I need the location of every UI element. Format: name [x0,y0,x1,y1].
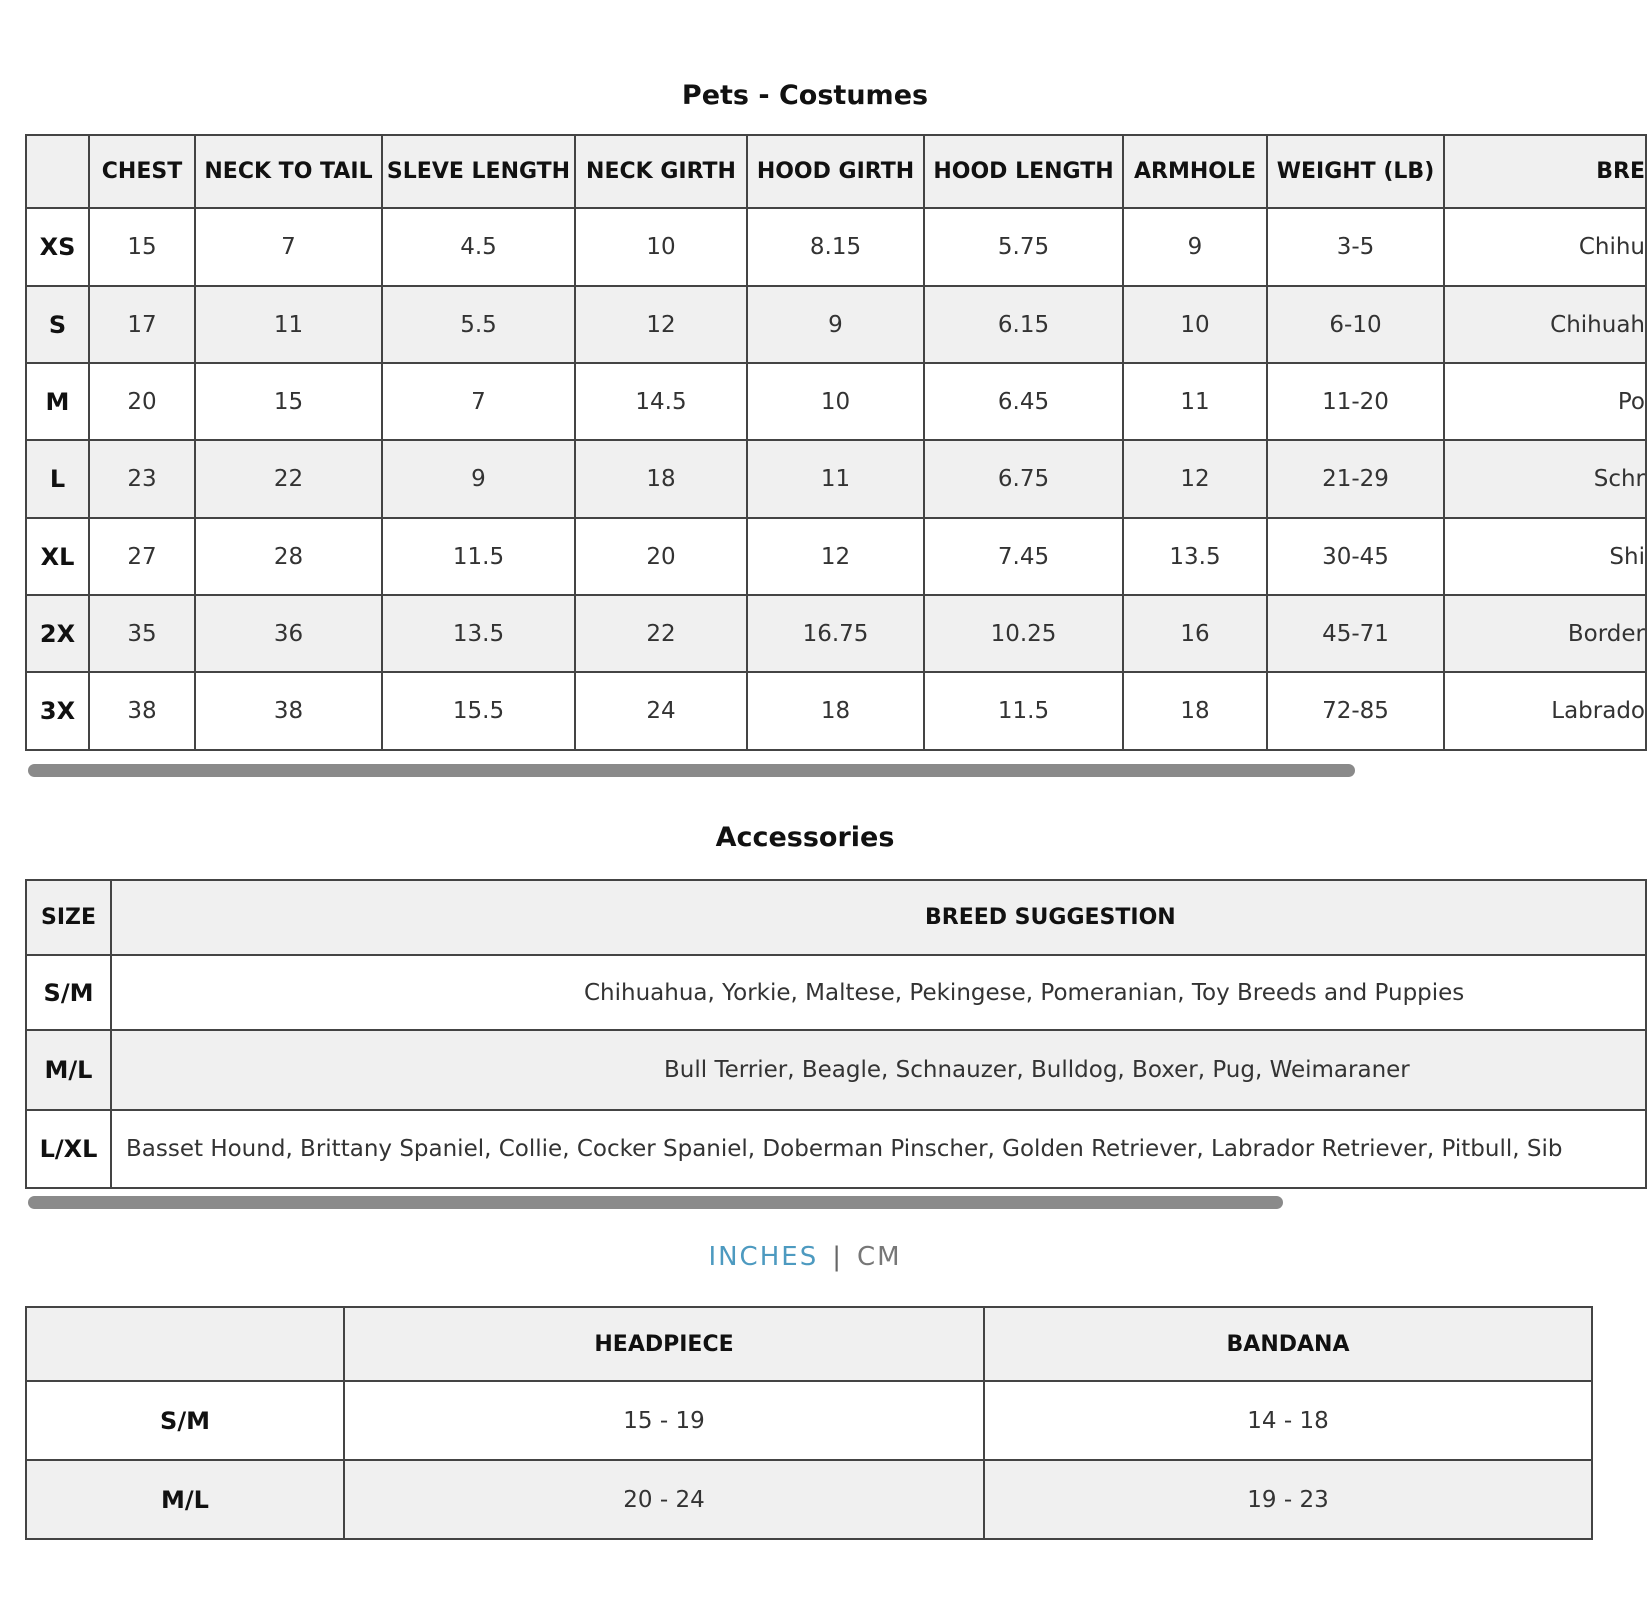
neck-girth-cell: 20 [575,518,747,595]
hood-girth-cell: 10 [747,363,924,440]
headwear-table [25,1306,1593,1540]
size-cell: M [26,363,89,440]
hood-length-cell: 6.75 [924,440,1123,518]
header-neck-to-tail: NECK TO TAIL [195,135,382,208]
header-cell-corner [26,135,89,208]
header-weight: WEIGHT (LB) [1267,135,1444,208]
sleeve-length-cell: 11.5 [382,518,575,595]
neck-girth-cell: 14.5 [575,363,747,440]
header-breed-suggestion: BREED SUGGESTION [111,880,1646,955]
size-cell: XS [26,208,89,286]
neck-to-tail-cell: 36 [195,595,382,672]
headpiece-cell: 20 - 24 [344,1460,984,1539]
weight-cell: 6-10 [1267,286,1444,363]
accessories-header-row [26,880,1646,955]
size-cell: 2X [26,595,89,672]
sleeve-length-cell: 7 [382,363,575,440]
breed-cell: Labrado [1444,672,1646,750]
breed-cell: Chihu [1444,208,1646,286]
hood-girth-cell: 12 [747,518,924,595]
armhole-cell: 18 [1123,672,1267,750]
sleeve-length-cell: 15.5 [382,672,575,750]
header-headpiece: HEADPIECE [344,1307,984,1381]
table-row [26,595,1646,672]
breed-cell: Schr [1444,440,1646,518]
costumes-table [25,134,1647,751]
neck-girth-cell: 18 [575,440,747,518]
neck-to-tail-cell: 7 [195,208,382,286]
neck-to-tail-cell: 15 [195,363,382,440]
breed-cell: Shi [1444,518,1646,595]
neck-girth-cell: 10 [575,208,747,286]
headpiece-cell: 15 - 19 [344,1381,984,1460]
breed-cell: Border [1444,595,1646,672]
breed-suggestion-cell: Basset Hound, Brittany Spaniel, Collie, Cocker Spaniel, Doberman Pinscher, Golden Retriever, Labrador Retriever, Pitbull, Sib [111,1110,1646,1188]
costumes-horizontal-scrollbar[interactable] [28,764,1355,777]
table-row [26,1110,1646,1188]
armhole-cell: 9 [1123,208,1267,286]
size-cell: S [26,286,89,363]
header-hood-girth: HOOD GIRTH [747,135,924,208]
header-hood-length: HOOD LENGTH [924,135,1123,208]
neck-girth-cell: 22 [575,595,747,672]
hood-length-cell: 5.75 [924,208,1123,286]
headwear-header-row [26,1307,1592,1381]
neck-to-tail-cell: 28 [195,518,382,595]
hood-length-cell: 10.25 [924,595,1123,672]
size-cell: S/M [26,1381,344,1460]
size-cell: M/L [26,1460,344,1539]
sleeve-length-cell: 13.5 [382,595,575,672]
breed-cell: Chihuah [1444,286,1646,363]
bandana-cell: 14 - 18 [984,1381,1592,1460]
hood-length-cell: 6.15 [924,286,1123,363]
weight-cell: 21-29 [1267,440,1444,518]
table-row [26,518,1646,595]
breed-suggestion-cell: Bull Terrier, Beagle, Schnauzer, Bulldog, Boxer, Pug, Weimaraner [111,1030,1646,1110]
chest-cell: 35 [89,595,195,672]
accessories-table [25,879,1647,1189]
hood-length-cell: 11.5 [924,672,1123,750]
chest-cell: 23 [89,440,195,518]
neck-girth-cell: 12 [575,286,747,363]
hood-girth-cell: 18 [747,672,924,750]
hood-length-cell: 7.45 [924,518,1123,595]
accessories-title: Accessories [715,822,895,853]
weight-cell: 3-5 [1267,208,1444,286]
breed-cell: Po [1444,363,1646,440]
armhole-cell: 16 [1123,595,1267,672]
neck-to-tail-cell: 22 [195,440,382,518]
armhole-cell: 10 [1123,286,1267,363]
costumes-title: Pets - Costumes [681,80,929,111]
header-size: SIZE [26,880,111,955]
size-cell: 3X [26,672,89,750]
units-cm-link[interactable]: CM [856,1242,902,1272]
weight-cell: 72-85 [1267,672,1444,750]
hood-girth-cell: 11 [747,440,924,518]
table-row [26,208,1646,286]
neck-to-tail-cell: 11 [195,286,382,363]
size-cell: M/L [26,1030,111,1110]
table-row [26,286,1646,363]
header-neck-girth: NECK GIRTH [575,135,747,208]
hood-length-cell: 6.45 [924,363,1123,440]
sleeve-length-cell: 5.5 [382,286,575,363]
neck-girth-cell: 24 [575,672,747,750]
hood-girth-cell: 9 [747,286,924,363]
table-row [26,440,1646,518]
headwear-table-wrap [25,1306,1593,1540]
size-cell: XL [26,518,89,595]
chest-cell: 38 [89,672,195,750]
chest-cell: 20 [89,363,195,440]
chest-cell: 15 [89,208,195,286]
size-cell: S/M [26,955,111,1030]
units-inches-link[interactable]: INCHES [708,1242,819,1272]
table-row [26,955,1646,1030]
armhole-cell: 11 [1123,363,1267,440]
units-separator: | [832,1242,843,1272]
units-toggle [0,1242,1610,1272]
costumes-header-row [26,135,1646,208]
chest-cell: 27 [89,518,195,595]
hood-girth-cell: 8.15 [747,208,924,286]
table-row [26,1030,1646,1110]
header-chest: CHEST [89,135,195,208]
table-row [26,1381,1592,1460]
weight-cell: 30-45 [1267,518,1444,595]
header-sleeve-length: SLEVE LENGTH [382,135,575,208]
size-cell: L [26,440,89,518]
hood-girth-cell: 16.75 [747,595,924,672]
table-row [26,672,1646,750]
bandana-cell: 19 - 23 [984,1460,1592,1539]
size-cell: L/XL [26,1110,111,1188]
header-bandana: BANDANA [984,1307,1592,1381]
sleeve-length-cell: 4.5 [382,208,575,286]
breed-suggestion-cell: Chihuahua, Yorkie, Maltese, Pekingese, Pomeranian, Toy Breeds and Puppies [111,955,1646,1030]
costumes-table-scroll[interactable] [25,134,1645,756]
header-cell-corner [26,1307,344,1381]
neck-to-tail-cell: 38 [195,672,382,750]
header-armhole: ARMHOLE [1123,135,1267,208]
armhole-cell: 13.5 [1123,518,1267,595]
accessories-horizontal-scrollbar[interactable] [28,1196,1283,1209]
table-row [26,363,1646,440]
weight-cell: 11-20 [1267,363,1444,440]
armhole-cell: 12 [1123,440,1267,518]
table-row [26,1460,1592,1539]
header-breed: BRE [1444,135,1646,208]
chest-cell: 17 [89,286,195,363]
sleeve-length-cell: 9 [382,440,575,518]
accessories-table-scroll[interactable] [25,879,1590,1190]
weight-cell: 45-71 [1267,595,1444,672]
